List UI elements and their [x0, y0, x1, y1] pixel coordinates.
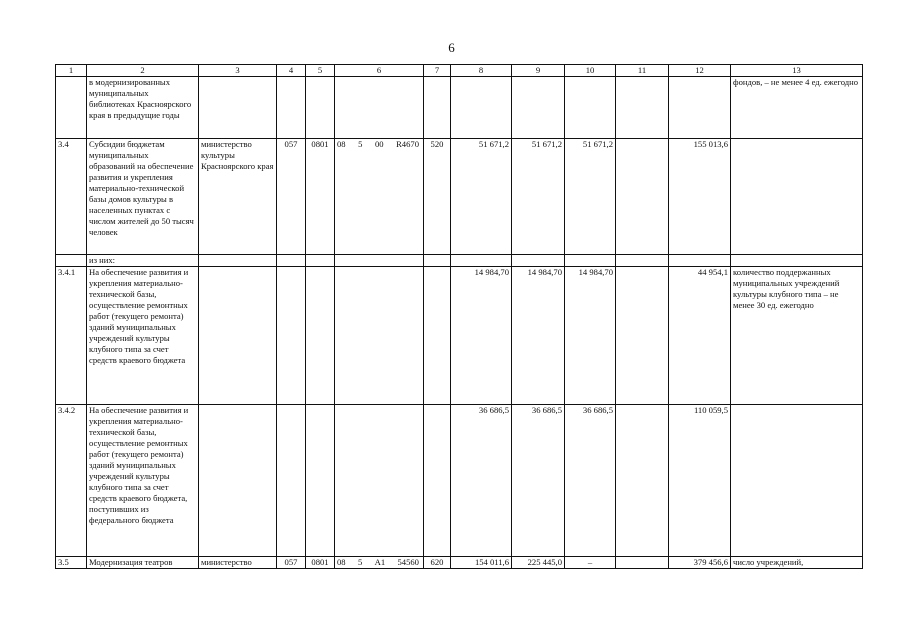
table-row: [56, 405, 863, 557]
row-number-cell: [56, 77, 87, 139]
amount-year1-cell: [451, 255, 512, 267]
expense-type-cell: 620: [424, 557, 451, 569]
grbs-code-cell: 057: [277, 557, 306, 569]
empty-cell: [616, 405, 669, 557]
expected-result-cell: количество поддержанных муниципальных учреждений культуры клубного типа – не менее 30 ед. ежегодно: [731, 267, 863, 405]
page-number: 6: [448, 40, 455, 55]
table-row: [56, 255, 863, 267]
grbs-code-cell: 057: [277, 139, 306, 255]
target-code-cell: [335, 267, 424, 405]
description-cell: Субсидии бюджетам муниципальных образований на обеспечение развития и укрепления материально-технической базы домов культуры в населенных пунктах с числом жителей до 50 тысяч человек: [87, 139, 199, 255]
row-number-cell: 3.4.1: [56, 267, 87, 405]
section-code-cell: [306, 405, 335, 557]
empty-cell: [616, 557, 669, 569]
column-number: 4: [277, 65, 306, 77]
amount-total-cell: 379 456,6: [669, 557, 731, 569]
administrator-cell: министерство культуры Красноярского края: [199, 139, 277, 255]
expense-type-cell: 520: [424, 139, 451, 255]
empty-cell: [616, 139, 669, 255]
expected-result-cell: фондов, – не менее 4 ед. ежегодно: [731, 77, 863, 139]
target-code-cell: [335, 77, 424, 139]
expected-result-cell: [731, 255, 863, 267]
amount-year1-cell: 14 984,70: [451, 267, 512, 405]
column-number-row: [56, 65, 863, 77]
expense-type-cell: [424, 255, 451, 267]
description-cell: в модернизированных муниципальных библиотеках Красноярского края в предыдущие годы: [87, 77, 199, 139]
section-code-cell: 0801: [306, 557, 335, 569]
amount-year2-cell: 51 671,2: [512, 139, 565, 255]
administrator-cell: [199, 255, 277, 267]
administrator-cell: [199, 77, 277, 139]
target-code-part: 08: [337, 557, 346, 567]
target-code-part: 54560: [397, 557, 419, 567]
amount-year1-cell: 51 671,2: [451, 139, 512, 255]
section-code-cell: [306, 255, 335, 267]
table-row: [56, 267, 863, 405]
amount-total-cell: [669, 255, 731, 267]
description-cell: из них:: [87, 255, 199, 267]
empty-cell: [616, 255, 669, 267]
row-number-cell: 3.4.2: [56, 405, 87, 557]
amount-year1-cell: 36 686,5: [451, 405, 512, 557]
amount-year3-cell: –: [565, 557, 616, 569]
amount-year3-cell: 36 686,5: [565, 405, 616, 557]
target-code-part: 08: [337, 139, 346, 149]
amount-year2-cell: 36 686,5: [512, 405, 565, 557]
description-cell: На обеспечение развития и укрепления материально-технической базы, осуществление ремонтных работ (текущего ремонта) зданий муниципальных учреждений культуры клубного типа за счет средств краевого бюджета: [87, 267, 199, 405]
grbs-code-cell: [277, 267, 306, 405]
expected-result-cell: [731, 405, 863, 557]
description-cell: Модернизация театров: [87, 557, 199, 569]
amount-year3-cell: [565, 77, 616, 139]
column-number: 9: [512, 65, 565, 77]
target-code-part: 5: [358, 139, 363, 149]
expense-type-cell: [424, 405, 451, 557]
column-number: 12: [669, 65, 731, 77]
empty-cell: [616, 77, 669, 139]
column-number: 7: [424, 65, 451, 77]
column-number: 8: [451, 65, 512, 77]
target-code-part: 5: [357, 557, 363, 567]
row-number-cell: 3.5: [56, 557, 87, 569]
amount-year2-cell: [512, 77, 565, 139]
row-number-cell: [56, 255, 87, 267]
amount-year1-cell: 154 011,6: [451, 557, 512, 569]
column-number: 5: [306, 65, 335, 77]
target-code-part: 00: [374, 139, 384, 149]
amount-year2-cell: [512, 255, 565, 267]
expected-result-cell: число учреждений,: [731, 557, 863, 569]
grbs-code-cell: [277, 405, 306, 557]
column-number: 6: [335, 65, 424, 77]
amount-year2-cell: 225 445,0: [512, 557, 565, 569]
administrator-cell: [199, 267, 277, 405]
program-table: [55, 64, 863, 569]
amount-total-cell: 44 954,1: [669, 267, 731, 405]
target-code-cell: [335, 557, 424, 569]
column-number: 2: [87, 65, 199, 77]
amount-total-cell: 155 013,6: [669, 139, 731, 255]
target-code-cell: [335, 255, 424, 267]
expense-type-cell: [424, 77, 451, 139]
section-code-cell: 0801: [306, 139, 335, 255]
grbs-code-cell: [277, 255, 306, 267]
expected-result-cell: [731, 139, 863, 255]
table-row: [56, 139, 863, 255]
target-code-part: R4670: [396, 139, 419, 149]
target-code-cell: [335, 405, 424, 557]
amount-year3-cell: 51 671,2: [565, 139, 616, 255]
row-number-cell: 3.4: [56, 139, 87, 255]
amount-total-cell: 110 059,5: [669, 405, 731, 557]
column-number: 13: [731, 65, 863, 77]
amount-year1-cell: [451, 77, 512, 139]
target-code-part: A1: [374, 557, 386, 567]
column-number: 10: [565, 65, 616, 77]
description-cell: На обеспечение развития и укрепления материально-технической базы, осуществление ремонтных работ (текущего ремонта) зданий муниципальных учреждений культуры клубного типа за счет средств краевого бюджета, поступивших из федерального бюджета: [87, 405, 199, 557]
target-code-cell: [335, 139, 424, 255]
grbs-code-cell: [277, 77, 306, 139]
administrator-cell: министерство: [199, 557, 277, 569]
empty-cell: [616, 267, 669, 405]
table-row: [56, 77, 863, 139]
column-number: 11: [616, 65, 669, 77]
expense-type-cell: [424, 267, 451, 405]
column-number: 1: [56, 65, 87, 77]
administrator-cell: [199, 405, 277, 557]
section-code-cell: [306, 77, 335, 139]
amount-year2-cell: 14 984,70: [512, 267, 565, 405]
table-row: [56, 557, 863, 569]
section-code-cell: [306, 267, 335, 405]
amount-year3-cell: 14 984,70: [565, 267, 616, 405]
column-number: 3: [199, 65, 277, 77]
amount-year3-cell: [565, 255, 616, 267]
amount-total-cell: [669, 77, 731, 139]
